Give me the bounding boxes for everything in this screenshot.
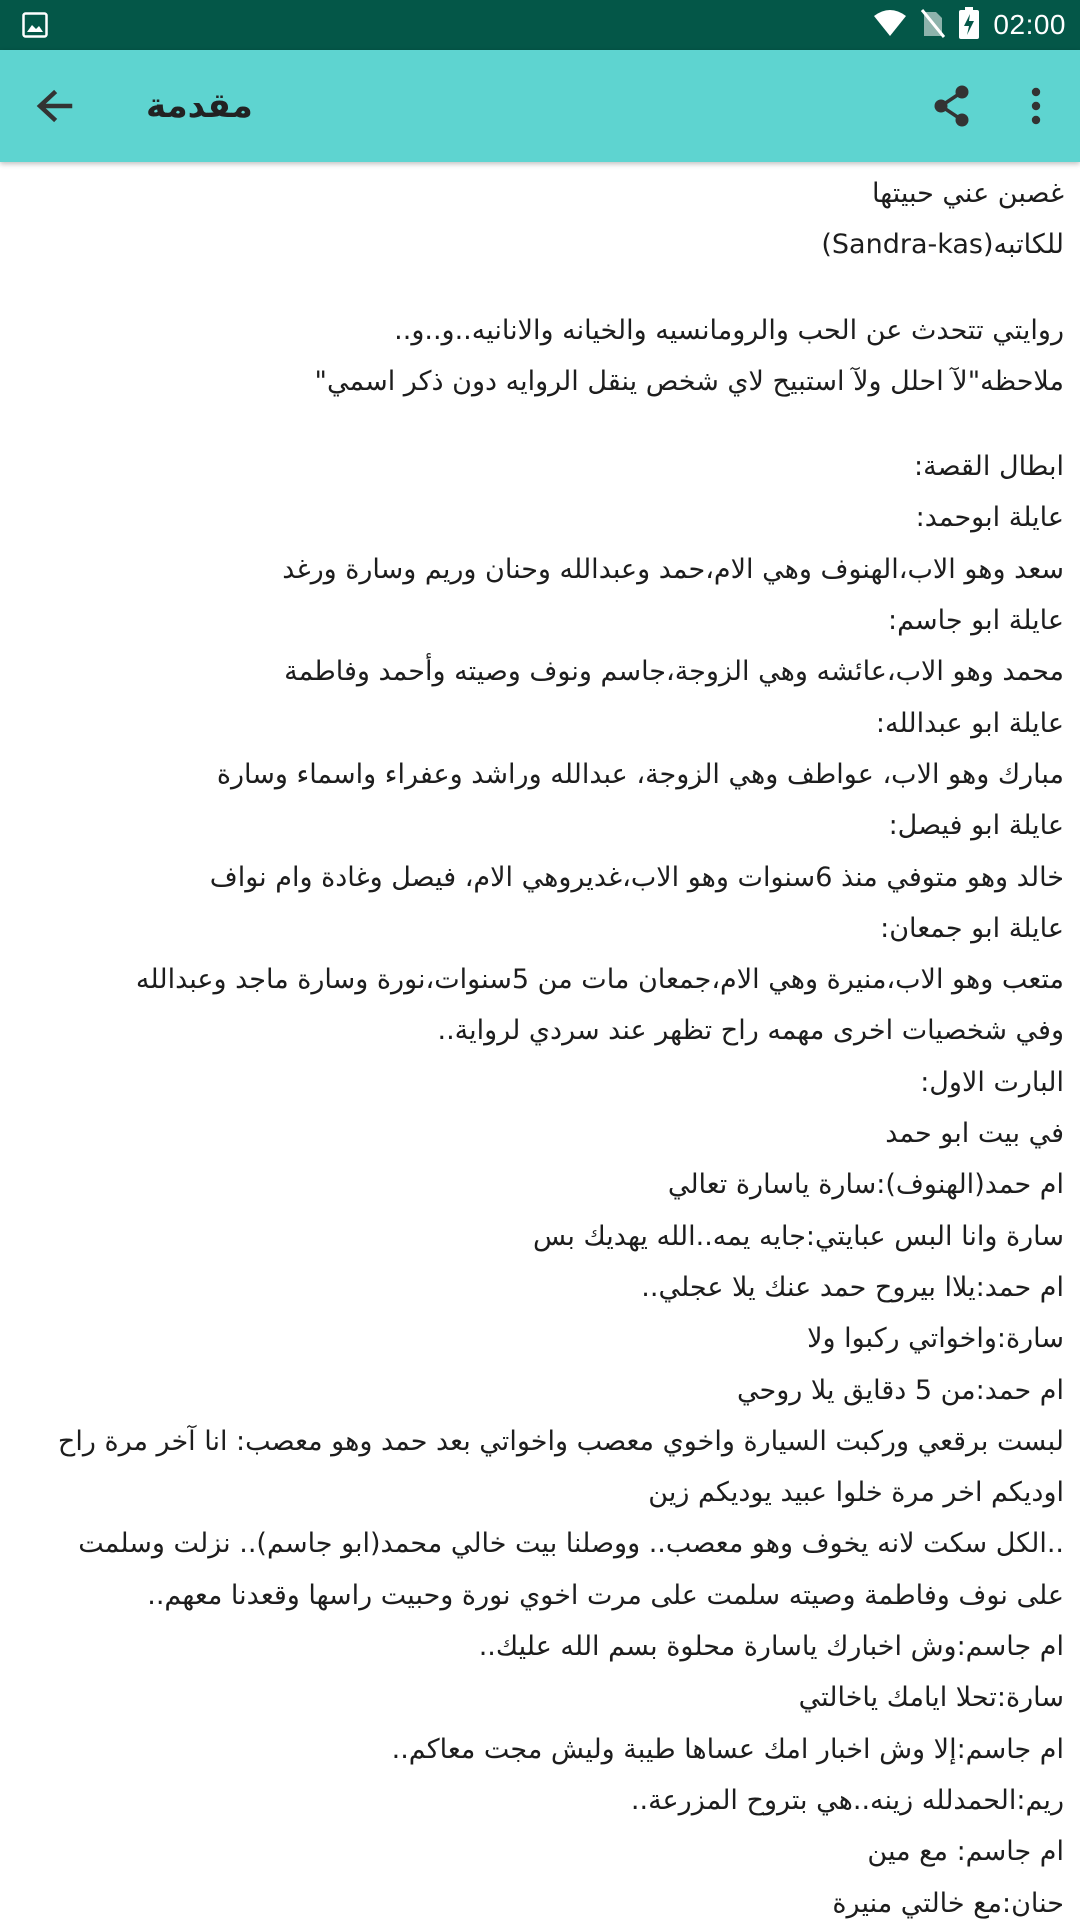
app-bar bbox=[0, 50, 1080, 162]
story-paragraph: ريم:الحمدلله زينه..هي بتروح المزرعة.. bbox=[630, 1784, 1064, 1816]
story-paragraph: محمد وهو الاب،عائشه وهي الزوجة،جاسم ونوف وصيته وأحمد وفاطمة bbox=[284, 656, 1064, 688]
page-title: مقدمة bbox=[146, 86, 253, 126]
wifi-icon bbox=[873, 9, 907, 41]
story-paragraph: عايلة ابو فيصل: bbox=[888, 810, 1064, 842]
battery-charging-icon bbox=[959, 7, 979, 43]
story-paragraph: البارت الاول: bbox=[920, 1066, 1064, 1098]
story-paragraph: سارة وانا البس عبايتي:جايه يمه..الله يهديك بس bbox=[532, 1220, 1064, 1252]
story-paragraph: ..الكل سكت لانه يخوف وهو معصب.. ووصلنا بيت خالي محمد(ابو جاسم).. نزلت وسلمت على نوف وفاطمة وصيته سلمت على مرت اخوي نورة وحبيت راسها وقعدنا معهم.. bbox=[69, 1528, 1064, 1611]
story-paragraph: ام جاسم: مع مين bbox=[867, 1836, 1064, 1868]
gallery-notification-icon bbox=[22, 12, 48, 42]
story-paragraph: عايلة ابو جاسم: bbox=[887, 605, 1064, 637]
story-paragraph: ام حمد(الهنوف):سارة ياسارة تعالي bbox=[667, 1169, 1064, 1201]
story-paragraph: عايلة ابو جمعان: bbox=[880, 912, 1064, 944]
story-paragraph: غصبن عني حبيتها bbox=[872, 178, 1064, 209]
story-paragraph: ابطال القصة: bbox=[914, 451, 1064, 483]
story-paragraph: ام جاسم:إلا وش اخبار امك عساها طيبة وليش مجت معاكم.. bbox=[391, 1733, 1064, 1765]
clock: 02:00 bbox=[993, 9, 1066, 40]
share-icon[interactable] bbox=[928, 82, 976, 130]
story-paragraph: عايلة ابوحمد: bbox=[915, 502, 1064, 534]
story-paragraph: سارة:واخواتي ركبوا ولا bbox=[807, 1323, 1064, 1355]
story-paragraph: وفي شخصيات اخرى مهمه راح تظهر عند سردي لرواية.. bbox=[437, 1015, 1064, 1047]
story-paragraph: ام حمد:من 5 دقايق يلا روحي bbox=[737, 1374, 1064, 1406]
story-paragraph: حنان:مع خالتي منيرة bbox=[832, 1887, 1064, 1919]
story-text[interactable] bbox=[30, 168, 1064, 1920]
story-paragraph: في بيت ابو حمد bbox=[885, 1118, 1064, 1150]
story-paragraph: ام حمد:يلاا بيروح حمد عنك يلا عجلي.. bbox=[641, 1271, 1064, 1303]
story-paragraph: سعد وهو الاب،الهنوف وهي الام،حمد وعبدالله وحنان وريم وسارة ورغد bbox=[282, 553, 1064, 585]
story-paragraph: لبست برقعي وركبت السيارة واخوي معصب واخواتي بعد حمد وهو معصب: انا آخر مرة راح اوديكم اخر مرة خلوا عبيد يوديكم زين bbox=[49, 1425, 1064, 1509]
story-paragraph: سارة:تحلا ايامك ياخالتي bbox=[798, 1682, 1064, 1714]
story-paragraph: عايلة ابو عبدالله: bbox=[875, 707, 1064, 739]
story-paragraph: روايتي تتحدث عن الحب والرومانسيه والخيانه والانانيه..و..و.. bbox=[394, 314, 1064, 346]
blank-line bbox=[30, 271, 1064, 305]
story-paragraph: للكاتبه(Sandra-kas) bbox=[821, 229, 1064, 261]
story-paragraph: ملاحظه"لآ احلل ولآ استبيح لاي شخص ينقل الروايه دون ذكر اسمي" bbox=[314, 365, 1064, 397]
story-paragraph: متعب وهو الاب،منيرة وهي الام،جمعان مات من 5سنوات،نورة وسارة ماجد وعبدالله bbox=[135, 964, 1064, 996]
blank-line bbox=[30, 407, 1064, 441]
status-bar bbox=[0, 0, 1080, 50]
story-paragraph: مبارك وهو الاب، عواطف وهي الزوجة، عبدالله وراشد وعفراء واسماء وسارة bbox=[216, 758, 1064, 790]
no-sim-icon bbox=[921, 8, 945, 42]
story-paragraph: خالد وهو متوفي منذ 6سنوات وهو الاب،غديروهي الام، فيصل وغادة وام نواف bbox=[209, 861, 1064, 893]
arrow-back-icon[interactable] bbox=[30, 82, 78, 130]
story-paragraph: ام جاسم:وش اخبارك ياسارة محلوة بسم الله عليك.. bbox=[478, 1631, 1064, 1663]
more-vert-icon[interactable] bbox=[1012, 82, 1060, 130]
